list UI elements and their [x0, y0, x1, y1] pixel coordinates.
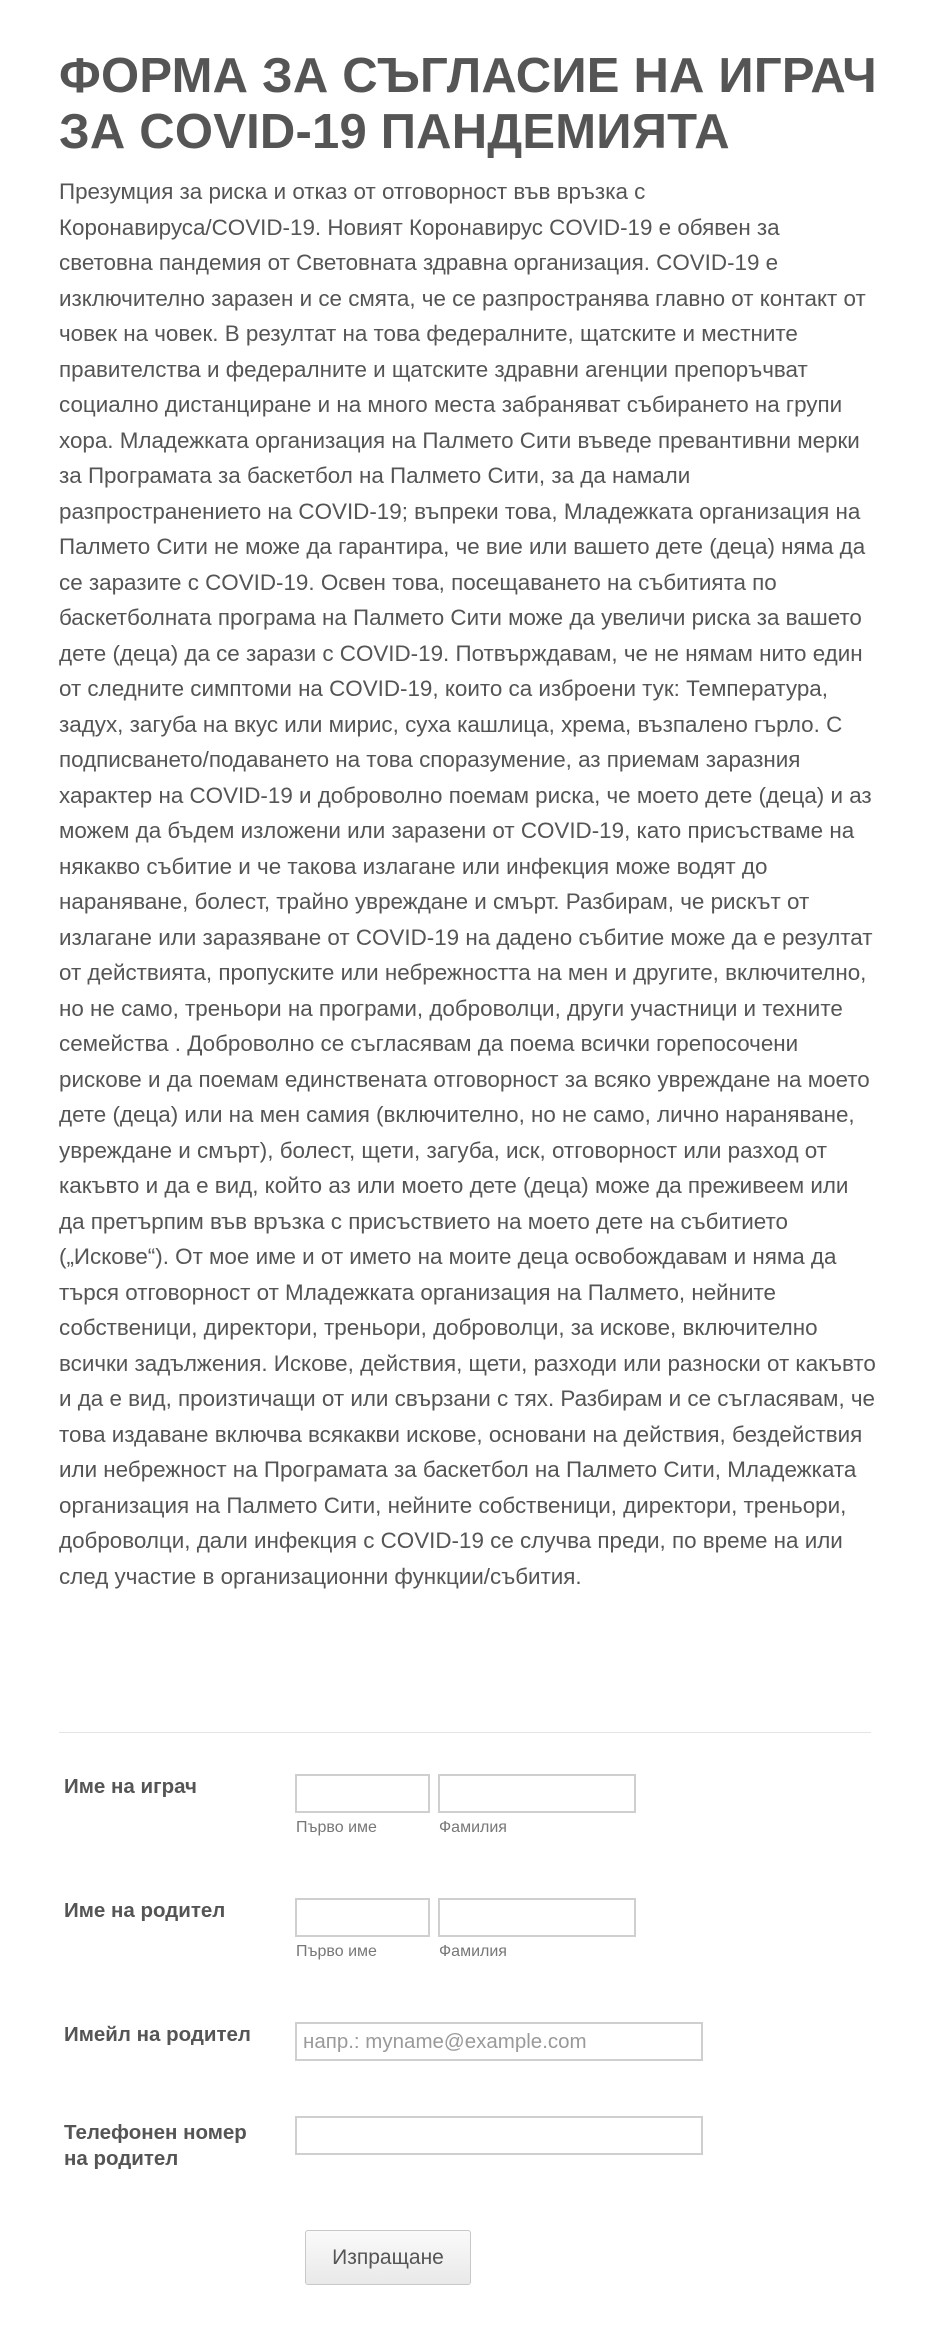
player-last-name-input[interactable] [438, 1774, 636, 1813]
parent-first-name-input[interactable] [295, 1898, 430, 1937]
parent-phone-row [64, 2116, 864, 2176]
form-intro-text: Презумция за риска и отказ от отговорност във връзка с Коронавируса/COVID-19. Новият Коронавирус COVID-19 е обявен за световна пандемия от Световната здравна организация. COVID-19 е изключително заразен и се смята, че се разпространява главно от контакт от човек на човек. В резултат на това федералните, щатските и местните правителства и федералните и щатските здравни агенции препоръчват социално дистанциране и на много места забраняват събирането на групи хора. Младежката организация на Палмето Сити въведе превантивни мерки за Програмата за баскетбол на Палмето Сити, за да намали разпространението на COVID-19; въпреки това, Младежката организация на Палмето Сити не може да гарантира, че вие или вашето дете (деца) няма да се заразите с COVID-19. Освен това, посещаването на събитията по баскетболната програма на Палмето Сити може да увеличи риска за вашето дете (деца) да се зарази с COVID-19. Потвърждавам, че не нямам нито един от следните симптоми на COVID-19, които са изброени тук: Температура, задух, загуба на вкус или мирис, суха кашлица, хрема, възпалено гърло. С подписването/подаването на това споразумение, аз приемам заразния характер на COVID-19 и доброволно поемам риска, че моето дете (деца) и аз можем да бъдем изложени или заразени от COVID-19, като присъстваме на някакво събитие и че такова излагане или инфекция може водят до нараняване, болест, трайно увреждане и смърт. Разбирам, че рискът от излагане или заразяване от COVID-19 на дадено събитие може да е резултат от действията, пропуските или небрежността на мен и другите, включително, но не само, треньори на програми, доброволци, други участници и техните семейства . Доброволно се съгласявам да поема всички горепосочени рискове и да поемам единствената отговорност за всяко увреждане на моето дете (деца) или на мен самия (включително, но не само, лично нараняване, увреждане и смърт), болест, щети, загуба, иск, отговорност или разход от какъвто и да е вид, който аз или моето дете (деца) може да преживеем или да претърпим във връзка с присъствието на моето дете на събитието („Искове“). От мое име и от името на моите деца освобождавам и няма да търся отговорност от Младежката организация на Палмето, нейните собственици, директори, треньори, доброволци, за искове, включително всички задължения. Искове, действия, щети, разходи или разноски от какъвто и да е вид, произтичащи от или свързани с тях. Разбирам и се съгласявам, че това издаване включва всякакви искове, основани на действия, бездействия или небрежност на Програмата за баскетбол на Палмето Сити, Младежката организация на Палмето Сити, нейните собственици, директори, треньори, доброволци, дали инфекция с COVID-19 се случва преди, по време на или след участие в организационни функции/събития. [59, 179, 876, 1589]
form-title: ФОРМА ЗА СЪГЛАСИЕ НА ИГРАЧ ЗА COVID-19 ПАНДЕМИЯТА [59, 49, 877, 159]
parent-email-label: Имейл на родител [64, 2023, 251, 2046]
submit-button[interactable]: Изпращане [305, 2230, 471, 2285]
parent-email-input[interactable] [295, 2022, 703, 2061]
player-first-name-input[interactable] [295, 1774, 430, 1813]
form-header [59, 48, 879, 1594]
parent-last-name-input[interactable] [438, 1898, 636, 1937]
section-divider [59, 1732, 871, 1733]
parent-name-label: Име на родител [64, 1899, 226, 1922]
player-first-name-sublabel: Първо име [296, 1819, 377, 1836]
player-name-label: Име на играч [64, 1775, 197, 1798]
parent-name-row [64, 1898, 864, 1968]
parent-phone-label: Телефонен номер на родител [64, 2121, 247, 2170]
parent-last-name-sublabel: Фамилия [439, 1943, 507, 1960]
player-last-name-sublabel: Фамилия [439, 1819, 507, 1836]
parent-phone-input[interactable] [295, 2116, 703, 2155]
parent-email-row [64, 2022, 864, 2064]
player-name-row [64, 1774, 864, 1844]
parent-first-name-sublabel: Първо име [296, 1943, 377, 1960]
